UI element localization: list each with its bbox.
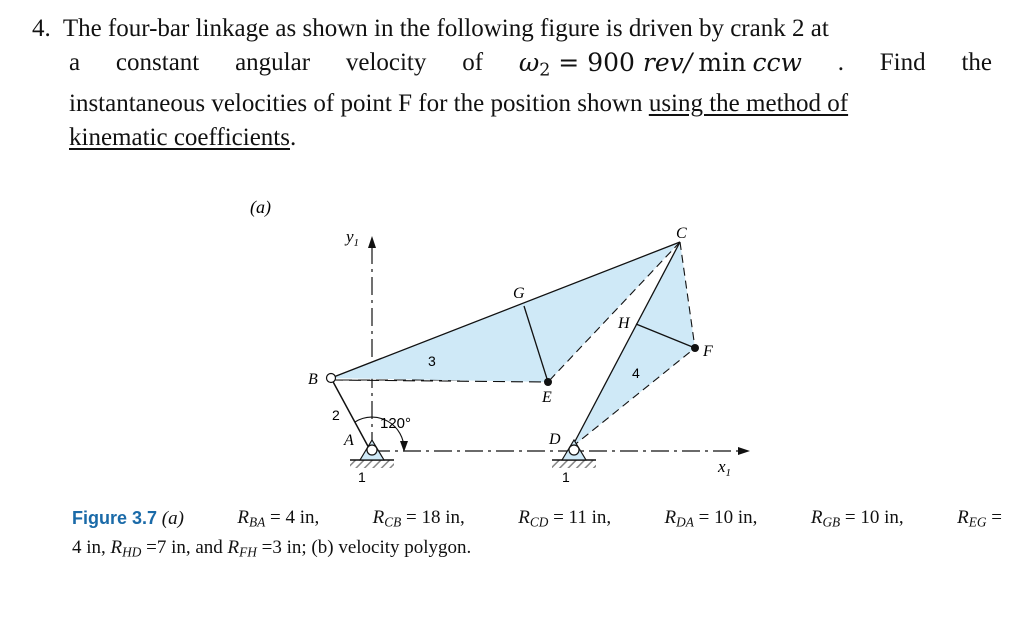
sentence-dot: . (837, 49, 844, 76)
underlined-kinematic-text: kinematic coefficients (69, 124, 290, 152)
ground-pivot-a (350, 440, 394, 468)
omega-symbol: ω (518, 48, 540, 77)
caption-line-2-start: 4 in, (72, 537, 106, 559)
y-axis-label (344, 227, 359, 249)
label-f: F (703, 343, 713, 360)
underlined-method-text: using the method of (648, 90, 849, 118)
label-b: B (308, 371, 318, 388)
link-label-4: 4 (632, 365, 640, 381)
omega-unit-min: min (698, 48, 747, 77)
word: constant (115, 49, 200, 76)
angle-arrow (400, 441, 408, 452)
caption-item: $R_{BA} = 4$ in, (237, 507, 320, 530)
label-a: A (344, 432, 354, 449)
caption-item: $R_{FH} =3$ in; (227, 537, 307, 560)
caption-title-block (72, 505, 184, 535)
joint-b (327, 374, 336, 383)
word: angular (235, 49, 311, 76)
label-h: H (618, 315, 630, 332)
caption-item: $R_{HD} =7$ in, and (110, 537, 223, 560)
label-c: C (676, 225, 687, 242)
x-axis-label (717, 457, 731, 479)
caption-item: $R_{GB} = 10$ in, (810, 507, 904, 530)
point-e (544, 378, 552, 386)
omega-direction: ccw (752, 48, 802, 77)
label-g: G (513, 285, 525, 302)
problem-line-1-text: The four-bar linkage as shown in the following figure is driven by crank 2 at (62, 15, 829, 42)
word: of (462, 49, 484, 76)
label-d: D (549, 431, 561, 448)
label-e: E (542, 389, 552, 406)
ground-label-a: 1 (358, 469, 366, 485)
x-axis-label-sub: 1 (725, 467, 732, 479)
angle-label: 120° (380, 415, 412, 432)
caption-title: Figure 3.7 (72, 508, 158, 528)
word: the (961, 49, 992, 76)
figure-caption (72, 505, 1002, 566)
link-label-3: 3 (428, 353, 436, 369)
caption-item: $R_{CB} = 18$ in, (372, 507, 465, 530)
caption-line-1 (72, 505, 1002, 535)
x-axis-arrow (738, 447, 750, 455)
y-axis-label-sub: 1 (353, 237, 360, 249)
caption-line-2 (72, 535, 1002, 565)
word: Find (879, 49, 926, 76)
omega-unit: rev/ (642, 48, 693, 77)
y-axis-arrow (368, 236, 376, 248)
word: a (69, 49, 81, 76)
x-axis-label-text: x (718, 457, 726, 476)
caption-line-2-end: (b) velocity polygon. (311, 537, 472, 559)
caption-item: $R_{DA} = 10$ in, (664, 507, 758, 530)
problem-line-3-text: instantaneous velocities of point F for the position shown (69, 90, 649, 118)
word: velocity (345, 49, 427, 76)
link-label-2: 2 (332, 407, 340, 423)
caption-item: $R_{EG}$ = (957, 507, 1002, 530)
omega-value: = 900 (550, 48, 643, 77)
period: . (289, 124, 297, 152)
problem-number: 4. (32, 15, 51, 42)
point-f (691, 344, 699, 352)
caption-item: $R_{CD} = 11$ in, (518, 507, 612, 530)
panel-label: (a) (250, 197, 271, 217)
omega-subscript: 2 (539, 60, 551, 81)
y-axis-label-text: y (346, 227, 354, 246)
caption-part-a: (a) (161, 508, 184, 529)
ground-label-d: 1 (562, 469, 570, 485)
